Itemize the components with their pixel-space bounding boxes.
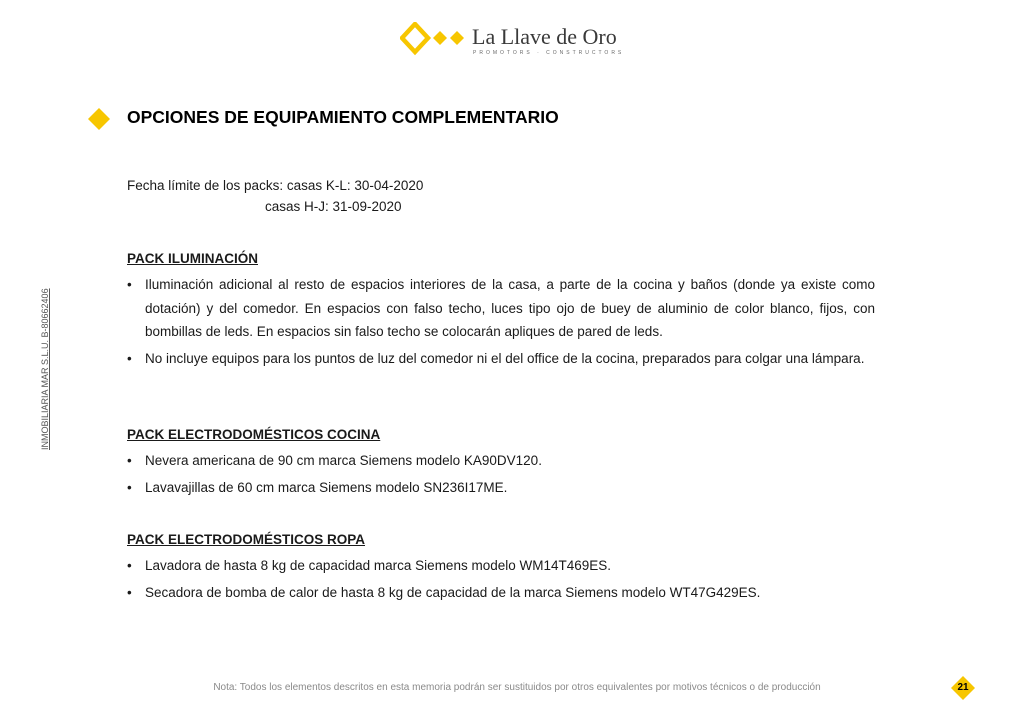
logo-name: La Llave de Oro [472,24,617,49]
section-title-cocina: PACK ELECTRODOMÉSTICOS COCINA [127,427,381,442]
page-title: OPCIONES DE EQUIPAMIENTO COMPLEMENTARIO [127,107,559,127]
list-item: • Secadora de bomba de calor de hasta 8 kg de capacidad de la marca Siemens modelo WT47G429ES. [127,581,875,605]
deadline-block [127,178,424,214]
footer-note: Nota: Todos los elementos descritos en esta memoria podrán ser sustituidos por otros equivalentes por motivos técnicos o de producción [213,682,821,693]
company-logo [400,22,640,62]
list-item: • Lavavajillas de 60 cm marca Siemens modelo SN236I17ME. [127,476,875,500]
list-item: • Iluminación adicional al resto de espacios interiores de la casa, a parte de la cocina y baños (donde ya existe como dotación) y del comedor. En espacios con falso techo, luces tipo ojo de buey de aluminio de color blanco, fijos, con bombillas de leds. En espacios sin falso techo se colocarán apliques de pared de leds. [127,273,875,344]
list-item: • Nevera americana de 90 cm marca Siemens modelo KA90DV120. [127,449,875,473]
section-list-ropa [127,554,875,607]
company-registration-text: INMOBILIARIA MAR S.L.U. B-80662406 [40,288,50,450]
section-list-iluminacion [127,273,875,373]
section-title-iluminacion: PACK ILUMINACIÓN [127,251,258,266]
logo-diamonds-icon [400,22,470,56]
page-number: 21 [957,682,969,693]
list-item: • Lavadora de hasta 8 kg de capacidad marca Siemens modelo WM14T469ES. [127,554,875,578]
list-item: • No incluye equipos para los puntos de luz del comedor ni el del office de la cocina, preparados para colgar una lámpara. [127,347,875,371]
deadline-line-1: Fecha límite de los packs: casas K-L: 30-04-2020 [127,178,424,193]
logo-tagline: PROMOTORS · CONSTRUCTORS [473,50,625,56]
deadline-line-2: casas H-J: 31-09-2020 [265,199,402,214]
section-list-cocina [127,449,875,502]
title-diamond-icon [88,108,110,130]
page-number-badge [951,676,975,700]
section-title-ropa: PACK ELECTRODOMÉSTICOS ROPA [127,532,366,547]
